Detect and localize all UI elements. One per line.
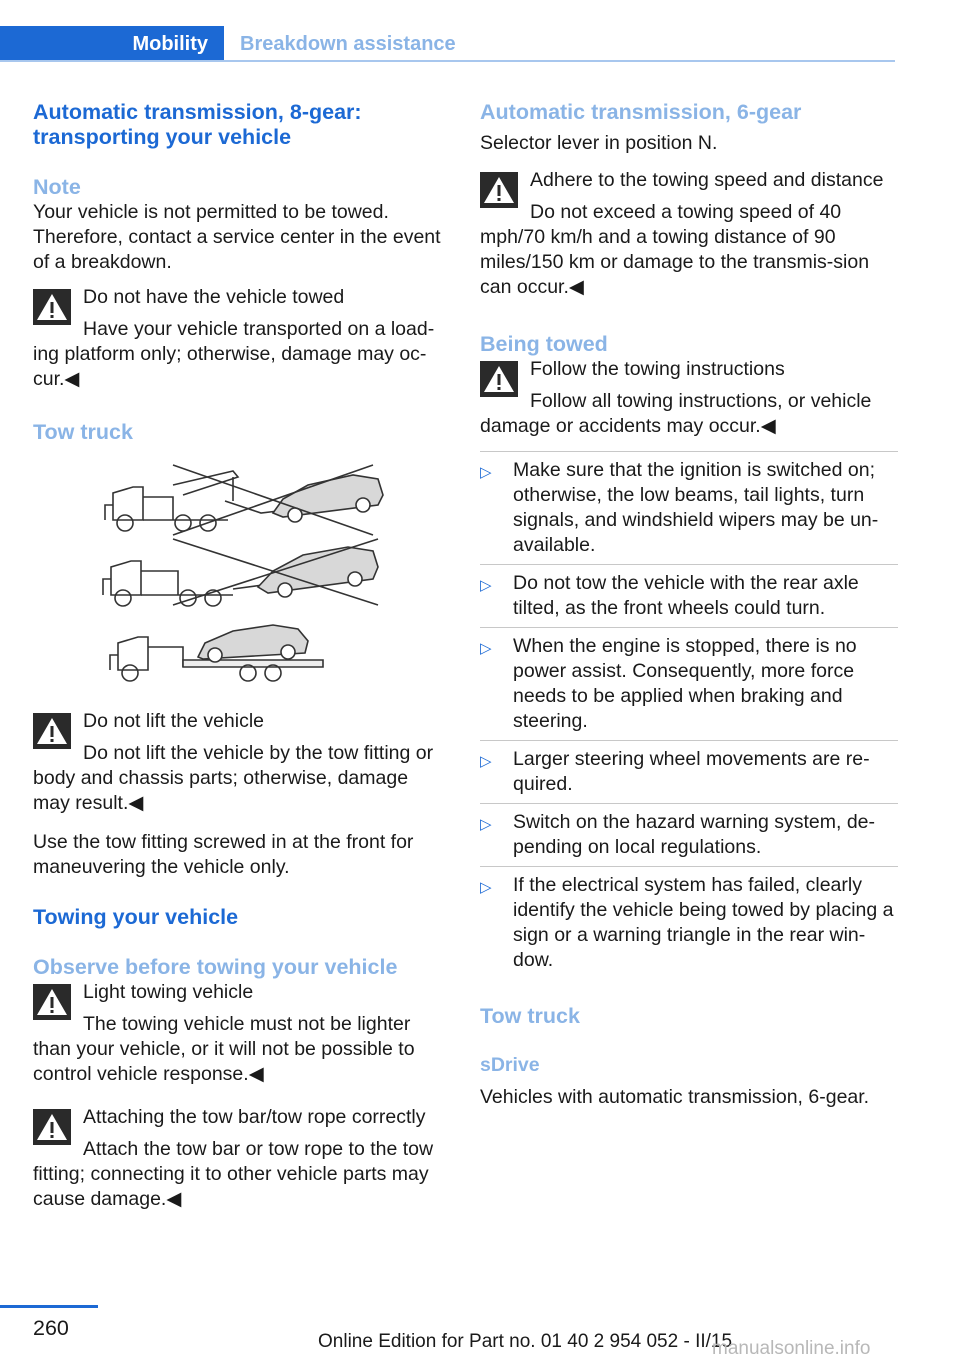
towing-heading: Towing your vehicle <box>33 905 239 929</box>
being-towed-heading: Being towed <box>480 332 608 356</box>
warning-triangle-icon <box>33 289 71 325</box>
list-item-text: If the electrical system has failed, clearly identify the vehicle being towed by placing a sign or a warning triangle in the rear win‐dow. <box>513 874 894 971</box>
warning-not-towed <box>33 285 448 392</box>
bullet-triangle-icon: ▷ <box>480 879 492 896</box>
warning-triangle-icon <box>480 361 518 397</box>
observe-heading: Observe before towing your vehicle <box>33 955 398 979</box>
list-item-text: Do not tow the vehicle with the rear axle tilted, as the front wheels could turn. <box>513 572 859 619</box>
warning-triangle-icon <box>480 172 518 208</box>
tab-breakdown-assistance[interactable]: Breakdown assistance <box>224 26 895 62</box>
watermark-text: manualsonline.info <box>712 1338 871 1359</box>
list-item-text: Larger steering wheel movements are re‐quired. <box>513 748 870 795</box>
tow-fitting-text: Use the tow fitting screwed in at the front for maneuvering the vehicle only. <box>33 831 414 878</box>
towing-bullet-list <box>480 451 898 979</box>
warning-title: Adhere to the towing speed and distance <box>530 169 884 191</box>
edition-text: Online Edition for Part no. 01 40 2 954 052 - II/15 <box>318 1331 733 1352</box>
list-item-text: Switch on the hazard warning system, de‐pending on local regulations. <box>513 811 876 858</box>
list-item-text: Make sure that the ignition is switched on; otherwise, the low beams, tail lights, turn signals, and windshield wipers may be un‐available. <box>513 459 879 556</box>
warning-title: Do not lift the vehicle <box>83 710 265 732</box>
list-item-text: When the engine is stopped, there is no power assist. Consequently, more force needs to be applied when braking and steering. <box>513 635 857 732</box>
warning-body: Follow all towing instructions, or vehicle damage or accidents may occur.◀ <box>480 390 872 437</box>
bullet-triangle-icon: ▷ <box>480 816 492 833</box>
warning-body: Have your vehicle transported on a load‐ing platform only; otherwise, damage may oc‐cur.◀ <box>33 318 435 390</box>
header-divider <box>0 60 895 62</box>
list-item <box>480 741 898 803</box>
tow-truck-illustration <box>33 455 448 695</box>
list-item <box>480 452 898 564</box>
warning-title: Do not have the vehicle towed <box>83 286 345 308</box>
warning-title: Light towing vehicle <box>83 981 254 1003</box>
warning-body: The towing vehicle must not be lighter than your vehicle, or it will not be possible to control vehicle response.◀ <box>33 1013 415 1085</box>
right-column <box>480 100 898 1110</box>
tow-truck-diagram <box>33 455 448 695</box>
page-number: 260 <box>33 1316 69 1340</box>
tow-truck-heading-right: Tow truck <box>480 1004 580 1028</box>
warning-triangle-icon <box>33 1109 71 1145</box>
list-item <box>480 628 898 740</box>
warning-follow-instructions <box>480 357 898 439</box>
section-title-6gear: Automatic transmission, 6-gear <box>480 100 802 124</box>
warning-triangle-icon <box>33 984 71 1020</box>
bullet-triangle-icon: ▷ <box>480 753 492 770</box>
list-item <box>480 804 898 866</box>
warning-body: Do not lift the vehicle by the tow fitting or body and chassis parts; otherwise, damage may result.◀ <box>33 742 434 814</box>
warning-light-towing <box>33 980 448 1087</box>
tow-truck-heading: Tow truck <box>33 420 133 444</box>
sdrive-heading: sDrive <box>480 1054 540 1076</box>
list-item <box>480 565 898 627</box>
warning-do-not-lift <box>33 709 448 816</box>
selector-text: Selector lever in position N. <box>480 132 718 154</box>
left-column <box>33 100 448 1212</box>
note-text: Your vehicle is not permitted to be towed. Therefore, contact a service center in the event of a breakdown. <box>33 201 441 273</box>
warning-tow-bar <box>33 1105 448 1212</box>
tab-mobility[interactable]: Mobility <box>0 26 224 62</box>
warning-title: Attaching the tow bar/tow rope correctly <box>83 1106 426 1128</box>
section-title-8gear: Automatic transmission, 8-gear: transporting your vehicle <box>33 100 362 149</box>
warning-title: Follow the towing instructions <box>530 358 785 380</box>
bullet-triangle-icon: ▷ <box>480 577 492 594</box>
warning-body: Do not exceed a towing speed of 40 mph/70 km/h and a towing distance of 90 miles/150 km or damage to the transmis‐sion can occur.◀ <box>480 201 870 298</box>
note-heading: Note <box>33 175 81 199</box>
warning-towing-speed <box>480 168 898 300</box>
sdrive-text: Vehicles with automatic transmission, 6-gear. <box>480 1086 870 1108</box>
warning-triangle-icon <box>33 713 71 749</box>
warning-body: Attach the tow bar or tow rope to the tow fitting; connecting it to other vehicle parts may cause damage.◀ <box>33 1138 434 1210</box>
page-header <box>0 26 895 62</box>
bullet-triangle-icon: ▷ <box>480 640 492 657</box>
bullet-triangle-icon: ▷ <box>480 464 492 481</box>
footer-accent-line <box>0 1305 98 1308</box>
list-item <box>480 867 898 979</box>
